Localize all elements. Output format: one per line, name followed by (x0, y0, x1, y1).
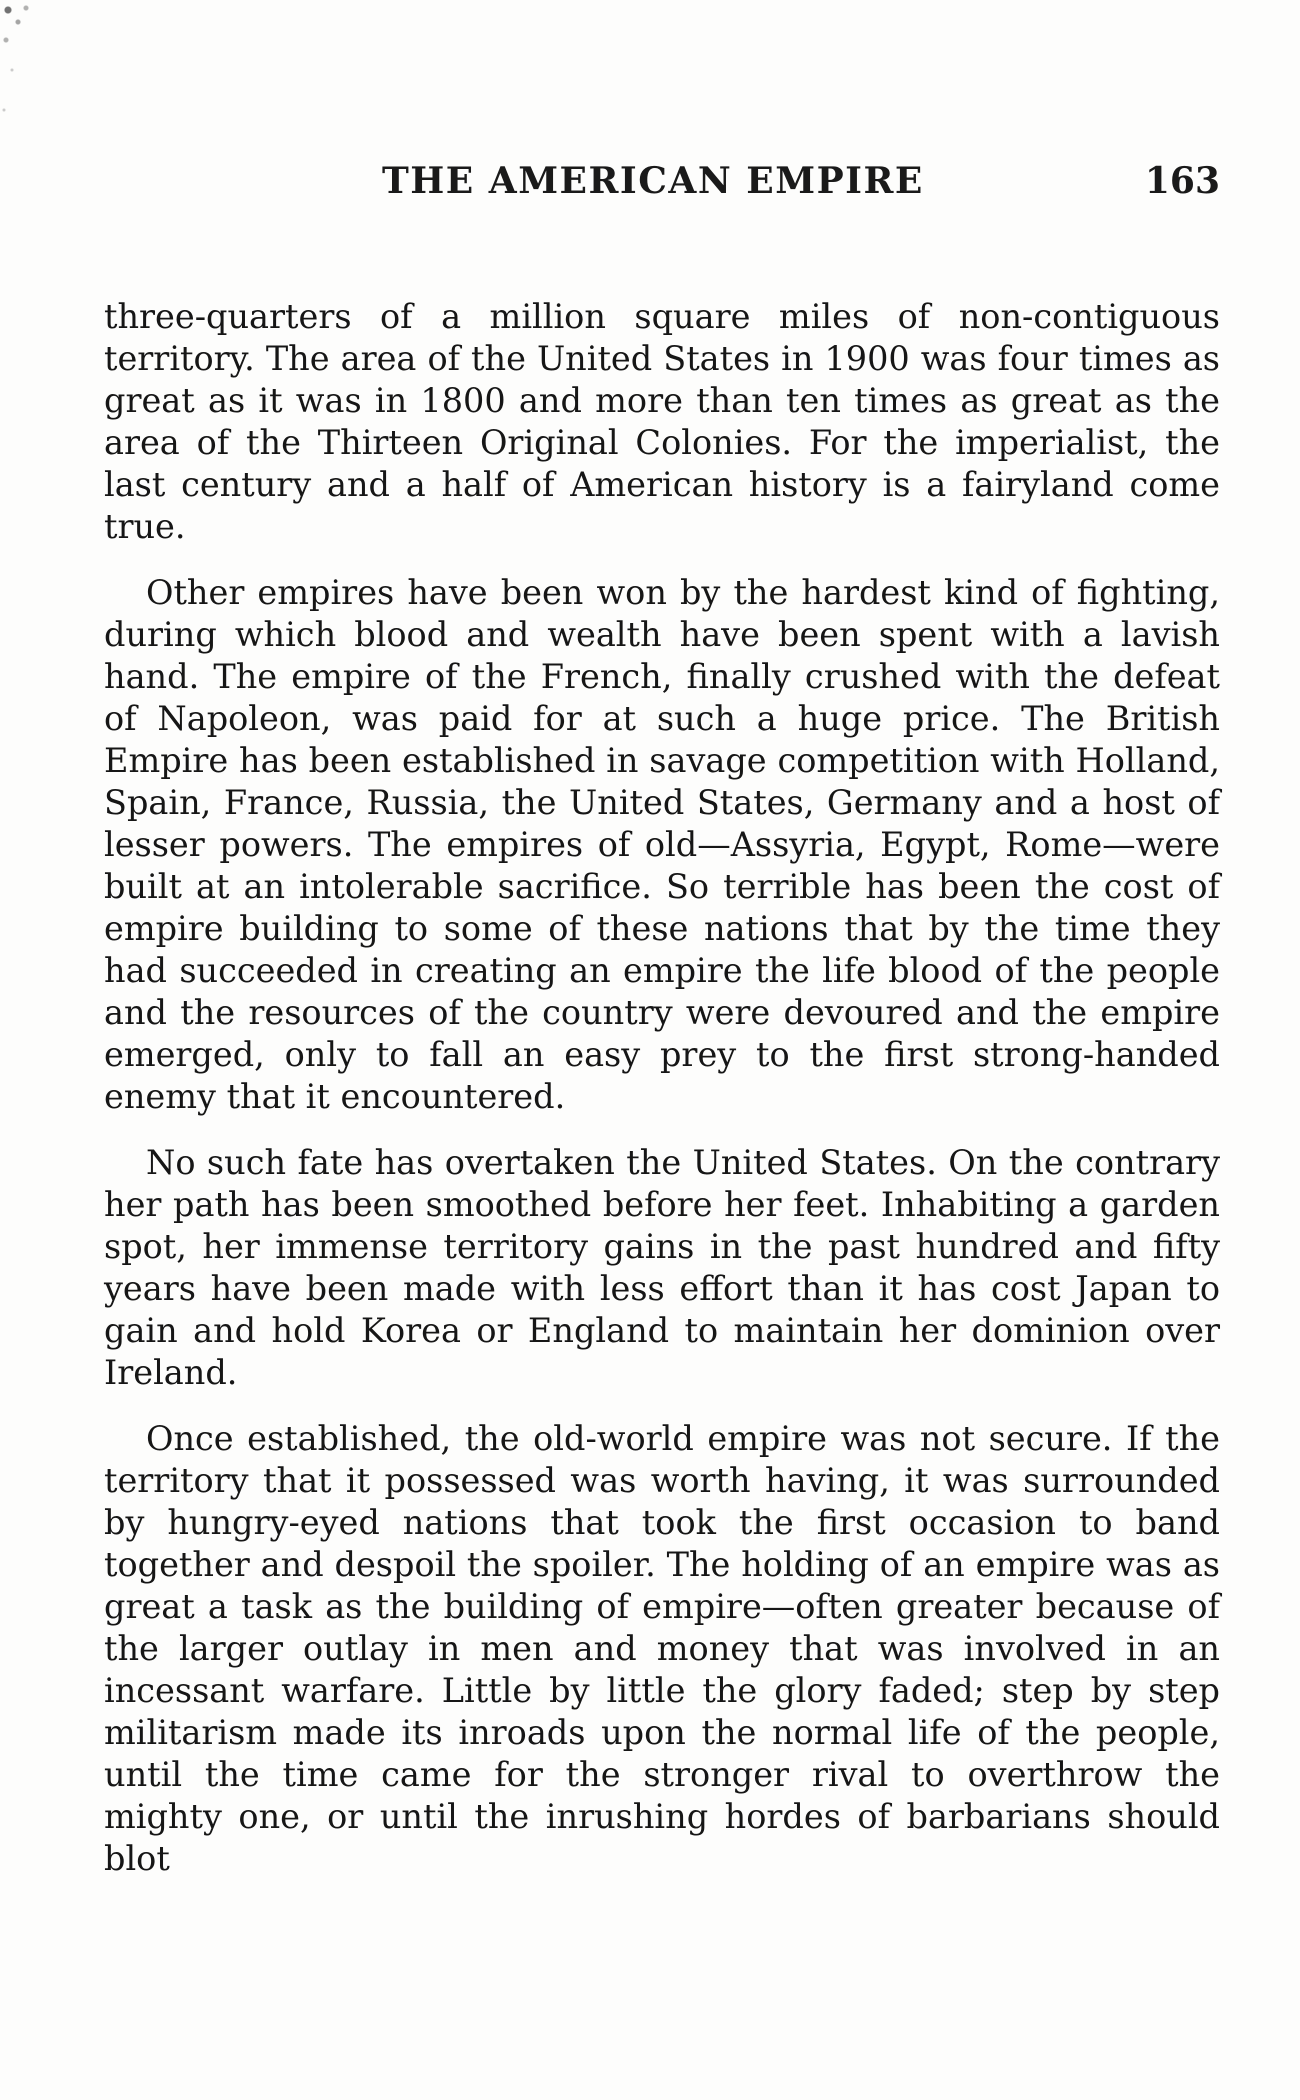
paragraph-2: Other empires have been won by the hardest kind of fighting, during which blood and wealth have been spent with a lavish hand. The empire of the French, finally crushed with the defeat of Napoleon, was paid for at such a huge price. The British Empire has been established in savage competition with Holland, Spain, France, Russia, the United States, Germany and a host of lesser powers. The empires of old—Assyria, Egypt, Rome—were built at an intolerable sacrifice. So terrible has been the cost of empire building to some of these nations that by the time they had succeeded in creating an empire the life blood of the people and the resources of the country were devoured and the empire emerged, only to fall an easy prey to the first strong-handed enemy that it encountered. (104, 573, 1220, 1116)
running-title: THE AMERICAN EMPIRE (382, 160, 924, 202)
page-number: 163 (1144, 160, 1220, 202)
running-header (104, 160, 1220, 210)
paragraph-4: Once established, the old-world empire was not secure. If the territory that it possessed was worth having, it was surrounded by hungry-eyed nations that took the first occasion to band together and despoil the spoiler. The holding of an empire was as great a task as the building of empire—often greater because of the larger outlay in men and money that was involved in an incessant warfare. Little by little the glory faded; step by step militarism made its inroads upon the normal life of the people, until the time came for the stronger rival to overthrow the mighty one, or until the inrushing hordes of barbarians should blot (104, 1419, 1220, 1878)
paragraph-1: three-quarters of a million square miles of non-contiguous territory. The area of the United States in 1900 was four times as great as it was in 1800 and more than ten times as great as the area of the Thirteen Original Colonies. For the imperialist, the last century and a half of American history is a fairyland come true. (104, 297, 1220, 546)
scan-speckle (0, 0, 60, 150)
body-text (104, 296, 1220, 1904)
paragraph-3: No such fate has overtaken the United States. On the contrary her path has been smoothed before her feet. Inhabiting a garden spot, her immense territory gains in the past hundred and fifty years have been made with less effort than it has cost Japan to gain and hold Korea or England to maintain her dominion over Ireland. (104, 1143, 1220, 1392)
